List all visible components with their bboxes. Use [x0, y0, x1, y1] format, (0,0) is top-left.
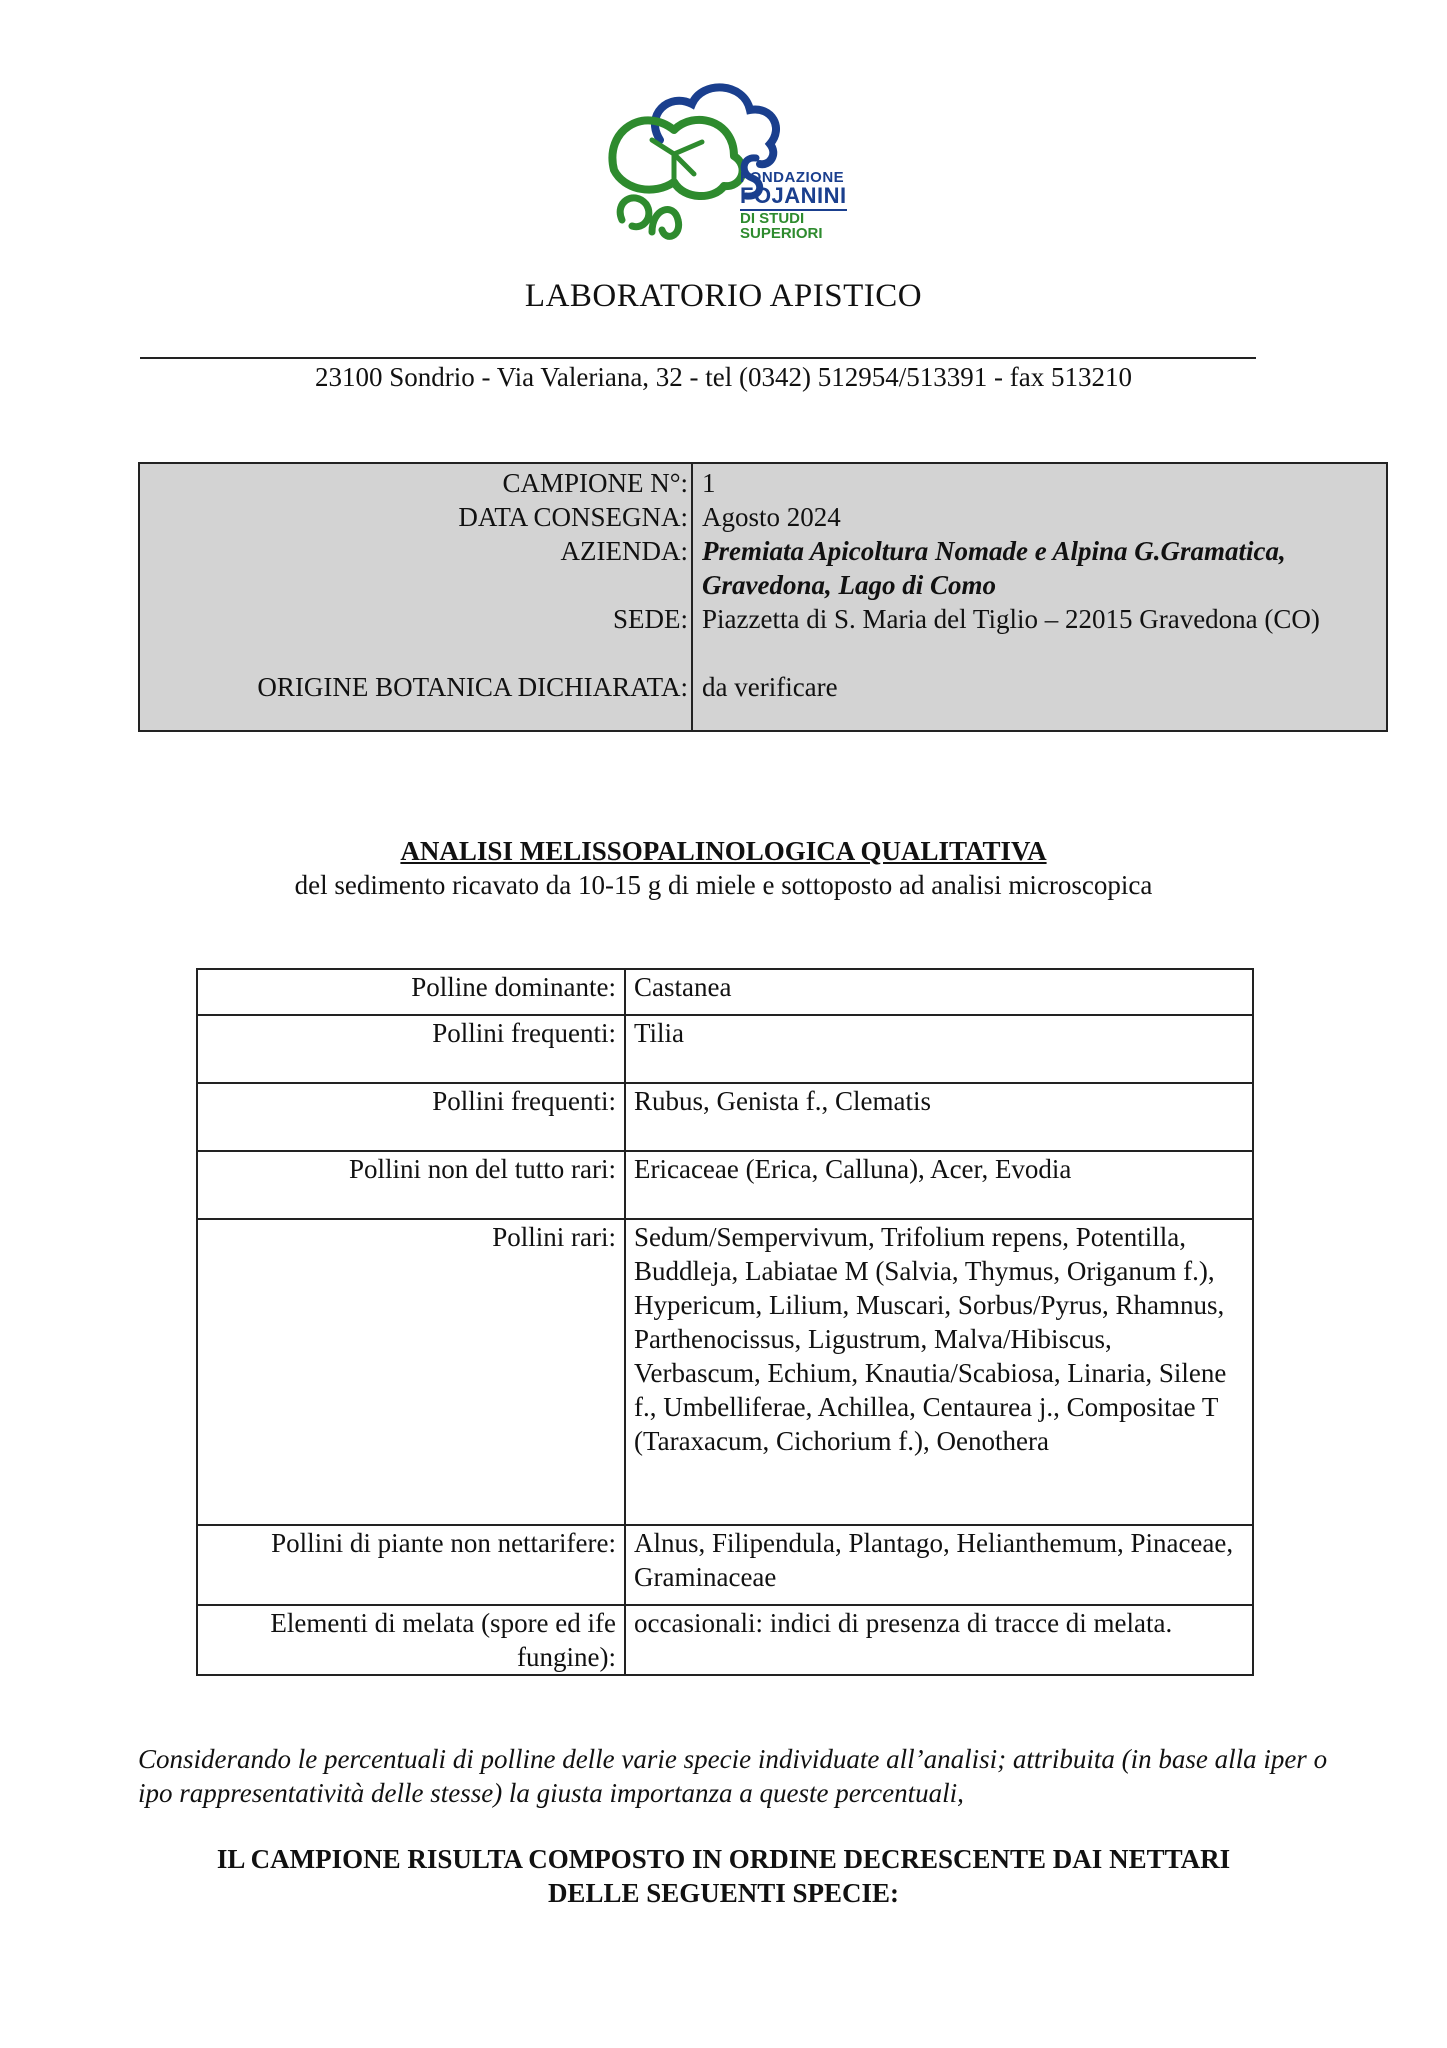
sample-box-divider — [691, 464, 693, 730]
result-line-2: DELLE SEGUENTI SPECIE: — [547, 1878, 900, 1908]
data-consegna-label: DATA CONSEGNA: — [458, 502, 688, 532]
logo-line-1: FONDAZIONE — [740, 169, 845, 186]
table-row — [197, 1219, 1253, 1525]
result-heading — [0, 1842, 1447, 1910]
sample-info-box — [138, 462, 1388, 732]
table-row — [197, 969, 1253, 1015]
row-label: Pollini di piante non nettarifere: — [197, 1525, 625, 1605]
lab-title: LABORATORIO APISTICO — [524, 278, 923, 314]
row-value: Rubus, Genista f., Clematis — [625, 1083, 1253, 1151]
origine-value: da verificare — [702, 672, 838, 702]
analysis-title — [0, 836, 1447, 867]
logo-line-2: FOJANINI — [740, 185, 847, 211]
azienda-value-line-2: Gravedona, Lago di Como — [702, 570, 996, 600]
table-row — [197, 1151, 1253, 1219]
row-label: Pollini frequenti: — [197, 1083, 625, 1151]
origine-label: ORIGINE BOTANICA DICHIARATA: — [257, 672, 688, 702]
table-row — [197, 1525, 1253, 1605]
row-label: Pollini frequenti: — [197, 1015, 625, 1083]
table-row — [197, 1605, 1253, 1675]
campione-value: 1 — [702, 468, 716, 498]
table-row — [197, 1083, 1253, 1151]
table-row — [197, 1015, 1253, 1083]
row-label: Polline dominante: — [197, 969, 625, 1015]
row-value: Tilia — [625, 1015, 1253, 1083]
lab-address: 23100 Sondrio - Via Valeriana, 32 - tel (0342) 512954/513391 - fax 513210 — [314, 362, 1132, 392]
row-value: Castanea — [625, 969, 1253, 1015]
sede-value: Piazzetta di S. Maria del Tiglio – 22015 Gravedona (CO) — [702, 604, 1320, 634]
data-consegna-value: Agosto 2024 — [702, 502, 841, 532]
logo-line-4: SUPERIORI — [740, 225, 823, 242]
result-line-1: IL CAMPIONE RISULTA COMPOSTO IN ORDINE DECRESCENTE DAI NETTARI — [216, 1844, 1231, 1874]
row-value: Sedum/Sempervivum, Trifolium repens, Potentilla, Buddleja, Labiatae M (Salvia, Thymus, Origanum f.), Hypericum, Lilium, Muscari, Sorbus/Pyrus, Rhamnus, Parthenocissus, Ligustrum, Malva/Hibiscus, Verbascum, Echium, Knautia/Scabiosa, Linaria, Silene f., Umbelliferae, Achillea, Centaurea j., Compositae T (Taraxacum, Cichorium f.), Oenothera — [625, 1219, 1253, 1525]
header-divider — [140, 357, 1256, 359]
row-label: Elementi di melata (spore ed ife fungine): — [197, 1605, 625, 1675]
azienda-value-line-1: Premiata Apicoltura Nomade e Alpina G.Gramatica, — [702, 536, 1286, 566]
azienda-label: AZIENDA: — [560, 536, 688, 566]
row-value: occasionali: indici di presenza di tracce di melata. — [625, 1605, 1253, 1675]
row-value: Ericaceae (Erica, Calluna), Acer, Evodia — [625, 1151, 1253, 1219]
row-label: Pollini non del tutto rari: — [197, 1151, 625, 1219]
row-value: Alnus, Filipendula, Plantago, Helianthemum, Pinaceae, Graminaceae — [625, 1525, 1253, 1605]
campione-label: CAMPIONE N°: — [502, 468, 688, 498]
row-label: Pollini rari: — [197, 1219, 625, 1525]
logo-wordmark — [740, 170, 847, 241]
analysis-subtitle: del sedimento ricavato da 10-15 g di miele e sottoposto ad analisi microscopica — [294, 870, 1153, 900]
sede-label: SEDE: — [612, 604, 688, 634]
pollen-table — [196, 968, 1254, 1676]
considerando-paragraph: Considerando le percentuali di polline delle varie specie individuate all’analisi; attribuita (in base alla iper o ipo rappresentatività delle stesse) la giusta importanza a queste percentuali, — [138, 1744, 1328, 1808]
analysis-title-text: ANALISI MELISSOPALINOLOGICA QUALITATIVA — [400, 836, 1047, 866]
logo-line-3: DI STUDI — [740, 210, 805, 227]
